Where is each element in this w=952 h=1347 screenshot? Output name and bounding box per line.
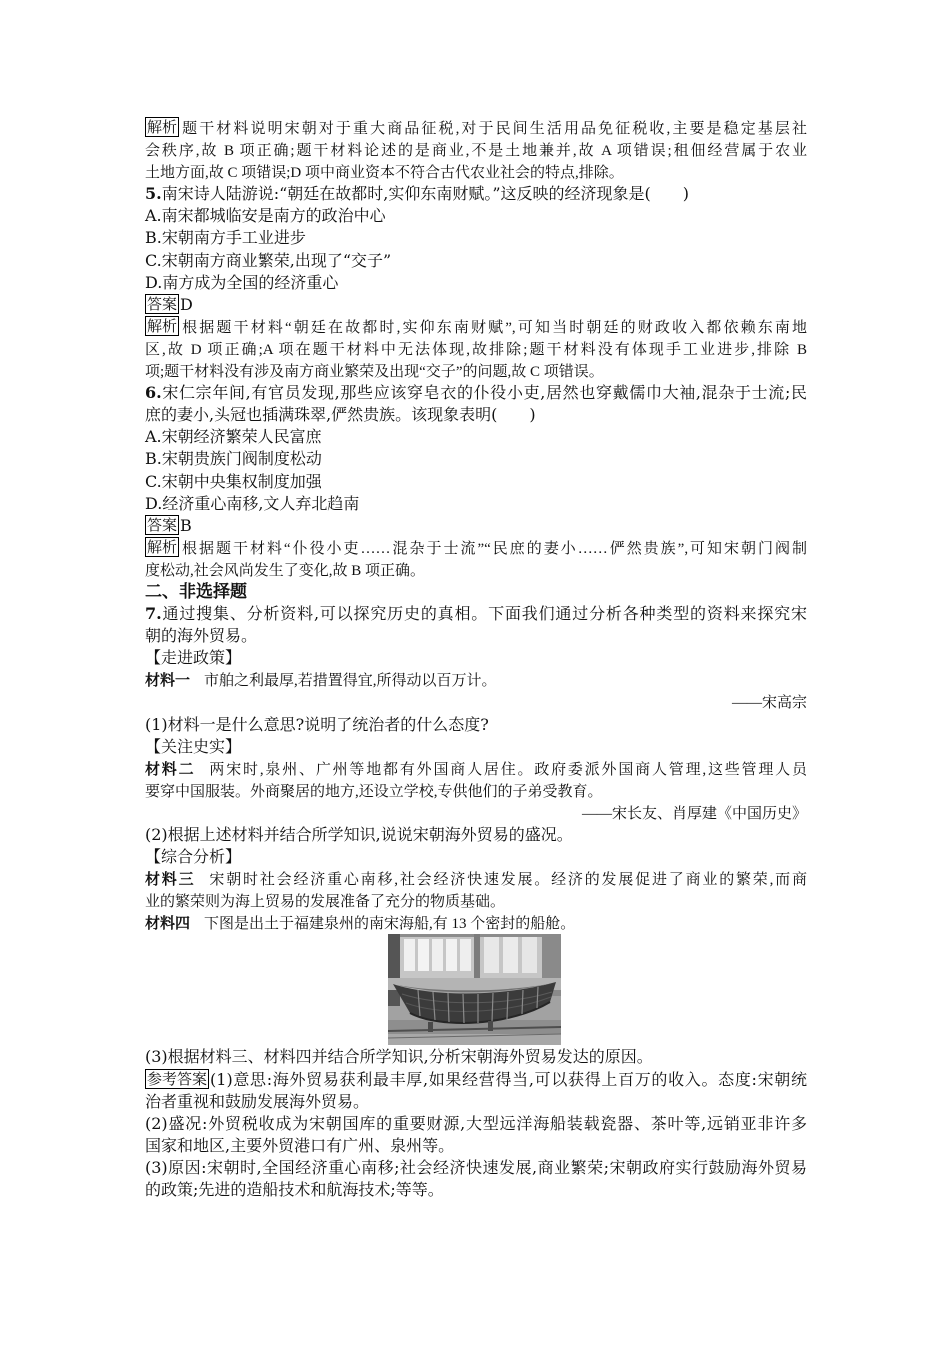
ship-figure [145, 934, 807, 1045]
material-3 [145, 868, 807, 890]
q5-option-b: B.宋朝南方手工业进步 [145, 228, 306, 248]
material-1-source [145, 691, 807, 713]
sub-question-3: (3)根据材料三、材料四并结合所学知识,分析宋朝海外贸易发达的原因。 [145, 1047, 653, 1067]
analysis-text: 根据题干材料“朝廷在故都时,实仰东南财赋”,可知当时朝廷的财政收入都依赖东南地 [180, 319, 807, 336]
q6-stem [145, 404, 807, 426]
material-label: 材料三 [145, 870, 196, 889]
reference-answer-line [145, 1069, 807, 1091]
q6-option-b: B.宋朝贵族门阀制度松动 [145, 449, 322, 469]
question-stem-text: 通过搜集、分析资料,可以探究历史的真相。下面我们通过分析各种类型的资料来探究宋 [161, 604, 807, 624]
sub-question-1: (1)材料一是什么意思?说明了统治者的什么态度? [145, 714, 489, 734]
material-2 [145, 758, 807, 780]
source-text: ——宋长友、肖厚建《中国历史》 [581, 805, 807, 822]
q5-option-c: C.宋朝南方商业繁荣,出现了“交子” [145, 250, 392, 270]
q4-analysis-line [145, 139, 807, 161]
answer-value: B [180, 515, 192, 535]
analysis-text: 区,故 D 项正确;A 项在题干材料中无法体现,故排除;题干材料没有体现手工业进步,排除 B [145, 341, 807, 358]
source-text: ——宋高宗 [731, 695, 807, 712]
material-label: 材料一 [145, 671, 191, 690]
part2-heading: 【关注史实】 [145, 736, 242, 756]
question-stem-text: 南宋诗人陆游说:“朝廷在故都时,实仰东南财赋。”这反映的经济现象是( ) [161, 184, 690, 204]
analysis-label: 解析 [147, 537, 178, 556]
q6-option-c: C.宋朝中央集权制度加强 [145, 471, 322, 491]
material-1 [145, 669, 807, 691]
material-3 [145, 890, 807, 912]
question-number: 5. [145, 184, 162, 204]
q5-analysis-line [145, 360, 807, 382]
q5-analysis-line [145, 316, 807, 338]
answer-label: 答案 [147, 294, 178, 313]
page-content [145, 117, 807, 1201]
material-text: 业的繁荣则为海上贸易的发展准备了充分的物质基础。 [145, 894, 506, 911]
q7-stem [145, 625, 807, 647]
q5-stem [145, 183, 807, 205]
analysis-label: 解析 [147, 118, 178, 136]
analysis-text: 题干材料说明宋朝对于重大商品征税,对于民间生活用品免征税收,主要是稳定基层社 [180, 121, 807, 137]
section-heading-text: 二、非选择题 [145, 581, 247, 602]
material-text: 两宋时,泉州、广州等地都有外国商人居住。政府委派外国商人管理,这些管理人员 [209, 761, 807, 778]
reference-answer-line: (2)盛况:外贸税收成为宋朝国库的重要财源,大型远洋海船装载瓷器、茶叶等,远销亚非许多 [145, 1113, 807, 1133]
ship-photo [388, 934, 561, 1045]
part1-heading: 【走进政策】 [145, 648, 242, 668]
q4-analysis-line [145, 161, 807, 183]
analysis-text: 项;题干材料没有涉及南方商业繁荣及出现“交子”的问题,故 C 项错误。 [145, 364, 604, 381]
reference-answer-line: 国家和地区,主要外贸港口有广州、泉州等。 [145, 1135, 455, 1155]
material-text: 宋朝时社会经济重心南移,社会经济快速发展。经济的发展促进了商业的繁荣,而商 [209, 872, 807, 889]
material-text: 要穿中国服装。外商聚居的地方,还设立学校,专供他们的子弟受教育。 [145, 783, 603, 800]
reference-answer-line: (3)原因:宋朝时,全国经济重心南移;社会经济快速发展,商业繁荣;宋朝政府实行鼓励海外贸易 [145, 1157, 807, 1177]
analysis-text: 会秩序,故 B 项正确;题干材料论述的是商业,不是土地兼并,故 A 项错误;租佃经营属于农业 [145, 143, 807, 160]
floor [388, 1020, 561, 1045]
question-stem-text: 庶的妻小,头冠也插满珠翠,俨然贵族。该现象表明( ) [145, 405, 536, 425]
reference-answer-text: (1)意思:海外贸易获利最丰厚,如果经营得当,可以获得上百万的收入。态度:宋朝统 [210, 1069, 807, 1089]
section-heading [145, 581, 807, 603]
q5-analysis-line [145, 338, 807, 360]
material-2-source [145, 802, 807, 824]
material-text: 市舶之利最厚,若措置得宜,所得动以百万计。 [204, 673, 497, 690]
part3-heading: 【综合分析】 [145, 847, 242, 867]
question-number: 6. [145, 383, 162, 403]
material-4 [145, 912, 807, 934]
q7-stem [145, 603, 807, 625]
reference-answer-label: 参考答案 [147, 1069, 208, 1088]
analysis-text: 土地方面,故 C 项错误;D 项中商业资本不符合古代农业社会的特点,排除。 [145, 165, 624, 182]
analysis-text: 根据题干材料“仆役小吏……混杂于士流”“民庶的妻小……俨然贵族”,可知宋朝门阀制 [180, 540, 807, 557]
q6-option-a: A.宋朝经济繁荣人民富庶 [145, 427, 322, 447]
material-2 [145, 780, 807, 802]
q6-option-d: D.经济重心南移,文人弃北趋南 [145, 493, 360, 513]
analysis-label: 解析 [147, 316, 178, 335]
material-label: 材料四 [145, 914, 191, 933]
reference-answer-line: 的政策;先进的造船技术和航海技术;等等。 [145, 1180, 444, 1200]
question-stem-text: 朝的海外贸易。 [145, 626, 258, 646]
answer-label: 答案 [147, 515, 178, 534]
q6-analysis-line [145, 537, 807, 559]
q6-stem [145, 382, 807, 404]
analysis-text: 度松动,社会风尚发生了变化,故 B 项正确。 [145, 562, 426, 579]
q5-option-d: D.南方成为全国的经济重心 [145, 272, 339, 292]
q4-analysis-line [145, 117, 807, 139]
sub-question-2: (2)根据上述材料并结合所学知识,说说宋朝海外贸易的盛况。 [145, 825, 573, 844]
q5-answer [145, 294, 807, 316]
question-stem-text: 宋仁宗年间,有官员发现,那些应该穿皂衣的仆役小吏,居然也穿戴儒巾大袖,混杂于士流;民 [161, 383, 807, 403]
material-label: 材料二 [145, 759, 196, 778]
q5-option-a: A.南宋都城临安是南方的政治中心 [145, 206, 386, 226]
material-text: 下图是出土于福建泉州的南宋海船,有 13 个密封的船舱。 [204, 916, 576, 933]
answer-value: D [180, 294, 193, 314]
q6-answer [145, 515, 807, 537]
q6-analysis-line [145, 559, 807, 581]
question-number: 7. [145, 604, 162, 624]
reference-answer-line: 治者重视和鼓励发展海外贸易。 [145, 1091, 370, 1111]
